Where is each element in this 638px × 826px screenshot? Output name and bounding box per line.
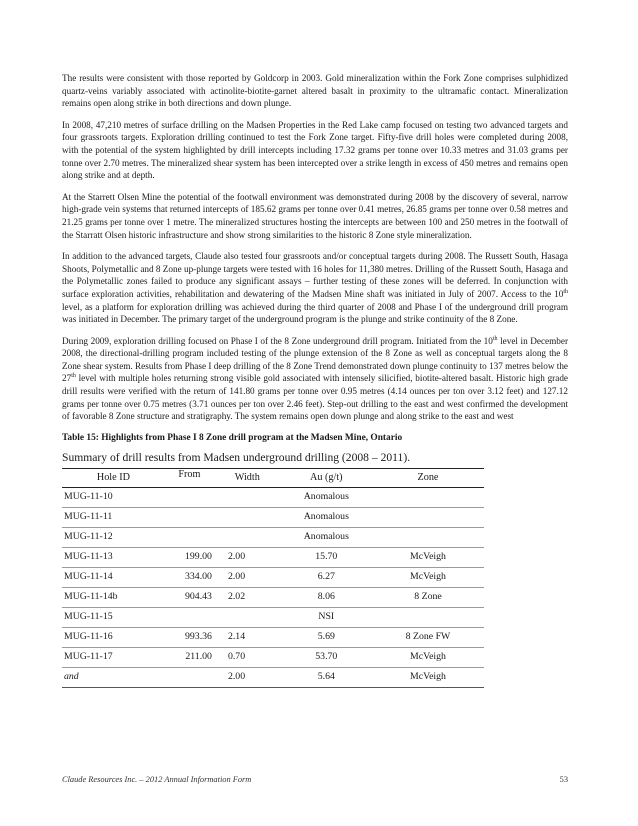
table-row	[62, 667, 484, 687]
cell-zone	[372, 527, 484, 547]
table-row	[62, 547, 484, 567]
paragraph-2009-drilling	[62, 335, 568, 423]
superscript: th	[563, 288, 568, 295]
paragraph-text: level in December 2008, the directional-drilling program included testing of the plunge extension of the 8 Zone as well as conceptual targets along the 8 Zone shear system. Results from Phase I deep drilling of the 8 Zone Trend demonstrated down plunge continuity to 137 metres below the 27	[62, 335, 569, 384]
cell-hole-id: MUG-11-13	[62, 547, 165, 567]
cell-zone: McVeigh	[372, 667, 484, 687]
table-row	[62, 587, 484, 607]
page-footer	[62, 775, 568, 784]
cell-hole-id: and	[62, 667, 165, 687]
cell-width: 2.00	[214, 547, 281, 567]
superscript: th	[71, 373, 76, 380]
table-row	[62, 507, 484, 527]
header-from: From	[165, 465, 214, 484]
cell-from: 904.43	[165, 587, 214, 607]
paragraph-grassroots-targets	[62, 250, 568, 326]
drill-results-table	[62, 468, 484, 688]
cell-hole-id: MUG-11-15	[62, 607, 165, 627]
cell-hole-id: MUG-11-14	[62, 567, 165, 587]
table-row	[62, 527, 484, 547]
cell-from: 199.00	[165, 547, 214, 567]
cell-from	[165, 487, 214, 507]
cell-hole-id: MUG-11-11	[62, 507, 165, 527]
cell-from	[165, 527, 214, 547]
table-caption: Table 15: Highlights from Phase I 8 Zone drill program at the Madsen Mine, Ontario	[62, 432, 403, 443]
table-row	[62, 647, 484, 667]
footer-text: Claude Resources Inc. – 2012 Annual Information Form	[62, 775, 252, 784]
cell-au: Anomalous	[281, 527, 372, 547]
cell-au: Anomalous	[281, 487, 372, 507]
cell-from	[165, 667, 214, 687]
cell-zone: 8 Zone	[372, 587, 484, 607]
cell-au: 15.70	[281, 547, 372, 567]
table-body	[62, 487, 484, 687]
cell-au: 6.27	[281, 567, 372, 587]
cell-width: 2.02	[214, 587, 281, 607]
cell-width: 2.14	[214, 627, 281, 647]
paragraph-text: level with multiple holes returning strong visible gold associated with intensely silicified, biotite-altered basalt. Historic high grade drill results were verified with the return of 141.80 grams per tonne over 0.95 metres (4.14 ounces per ton over 3.12 feet) and 127.12 grams per tonne over 0.75 metres (3.71 ounces per ton over 2.46 feet). Step-out drilling to the east and west confirmed the development of favorable 8 Zone structure and stratigraphy. The system remains open down plunge and along strike to the east and west	[62, 373, 568, 422]
cell-hole-id: MUG-11-14b	[62, 587, 165, 607]
cell-hole-id: MUG-11-16	[62, 627, 165, 647]
cell-zone: 8 Zone FW	[372, 627, 484, 647]
table-summary-title: Summary of drill results from Madsen underground drilling (2008 – 2011).	[62, 450, 411, 464]
cell-au: NSI	[281, 607, 372, 627]
cell-hole-id: MUG-11-10	[62, 487, 165, 507]
cell-width: 0.70	[214, 647, 281, 667]
table-row	[62, 567, 484, 587]
cell-from: 993.36	[165, 627, 214, 647]
cell-au: 5.69	[281, 627, 372, 647]
table-header-row	[62, 468, 484, 487]
cell-width	[214, 487, 281, 507]
cell-width: 2.00	[214, 567, 281, 587]
cell-from	[165, 507, 214, 527]
paragraph-text: level, as a platform for exploration drilling was achieved during the third quarter of 2008 and Phase I of the underground drill program was initiated in December. The primary target of the underground program is the plunge and strike continuity of the 8 Zone.	[62, 301, 568, 325]
document-page	[62, 72, 568, 688]
paragraph-2008-drilling: In 2008, 47,210 metres of surface drilling on the Madsen Properties in the Red Lake camp focused on testing two advanced targets and four grassroots targets. Exploration drilling continued to test the Fork Zone target. Fifty-five drill holes were completed during 2008, with the potential of the system highlighted by drill intercepts including 17.32 grams per tonne over 10.33 metres and 31.03 grams per tonne over 2.70 metres. The mineralized shear system has been intercepted over a strike length in excess of 450 metres and remains open along strike and at depth.	[62, 119, 568, 181]
cell-au: 53.70	[281, 647, 372, 667]
cell-hole-id: MUG-11-12	[62, 527, 165, 547]
cell-from: 211.00	[165, 647, 214, 667]
cell-width: 2.00	[214, 667, 281, 687]
page-number: 53	[559, 775, 568, 784]
cell-width	[214, 527, 281, 547]
superscript: th	[492, 335, 498, 342]
cell-width	[214, 607, 281, 627]
cell-width	[214, 507, 281, 527]
cell-au: 8.06	[281, 587, 372, 607]
cell-zone	[372, 487, 484, 507]
cell-zone: McVeigh	[372, 547, 484, 567]
paragraph-text: In addition to the advanced targets, Claude also tested four grassroots and/or conceptual targets during 2008. The Russett South, Hasaga Shoots, Polymetallic and 8 Zone up-plunge targets were tested with 16 holes for 11,380 metres. Drilling of the Russett South, Hasaga and the Polymetallic zones failed to produce any significant assays – further testing of these zones will be deferred. In conjunction with surface exploration activities, rehabilitation and dewatering of the Madsen Mine shaft was initiated in July of 2007. Access to the 10	[62, 251, 568, 299]
table-row	[62, 487, 484, 507]
cell-from: 334.00	[165, 567, 214, 587]
paragraph-starrett-olsen: At the Starrett Olsen Mine the potential of the footwall environment was demonstrated during 2008 by the discovery of several, narrow high-grade vein systems that returned intercepts of 185.62 grams per tonne over 0.41 metres, 26.85 grams per tonne over 0.58 metres and 21.25 grams per tonne over 1 metre. The mineralized structures hosting the intercepts are between 100 and 250 metres in the footwall of the Starratt Olsen historic infrastructure and show strong similarities to the historic 8 Zone style mineralization.	[62, 191, 568, 240]
cell-zone: McVeigh	[372, 647, 484, 667]
paragraph-text: During 2009, exploration drilling focused on Phase I of the 8 Zone underground drill program. Initiated from the 10	[62, 335, 493, 346]
cell-hole-id: MUG-11-17	[62, 647, 165, 667]
cell-au: 5.64	[281, 667, 372, 687]
cell-au: Anomalous	[281, 507, 372, 527]
table-row	[62, 607, 484, 627]
header-hole-id: Hole ID	[62, 468, 165, 487]
cell-zone	[372, 507, 484, 527]
cell-zone: McVeigh	[372, 567, 484, 587]
table-row	[62, 627, 484, 647]
header-zone: Zone	[372, 468, 484, 487]
cell-from	[165, 607, 214, 627]
cell-zone	[372, 607, 484, 627]
paragraph-fork-zone: The results were consistent with those reported by Goldcorp in 2003. Gold mineralization within the Fork Zone comprises sulphidized quartz-veins variably associated with actinolite-biotite-garnet altered basalt in proximity to the ultramafic contact. Mineralization remains open along strike in both directions and down plunge.	[62, 73, 568, 109]
header-width: Width	[214, 468, 281, 487]
header-au: Au (g/t)	[281, 468, 372, 487]
